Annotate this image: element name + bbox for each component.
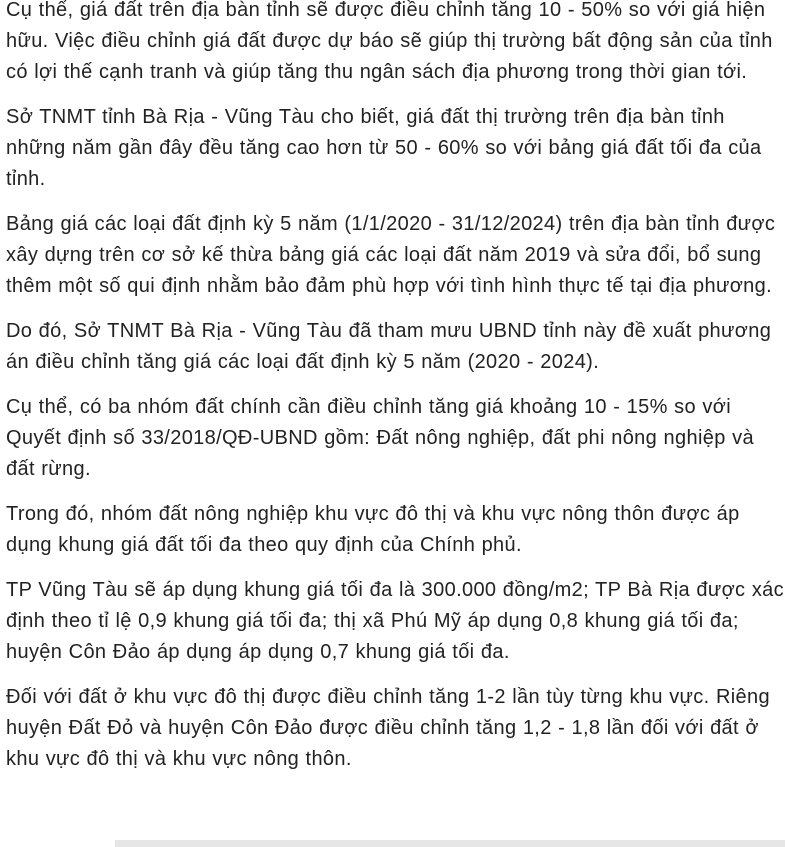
- paragraph-5: Cụ thể, có ba nhóm đất chính cần điều chỉnh tăng giá khoảng 10 - 15% so với Quyết định số 33/2018/QĐ-UBND gồm: Đất nông nghiệp, đất phi nông nghiệp và đất rừng.: [6, 396, 754, 480]
- paragraph-6: Trong đó, nhóm đất nông nghiệp khu vực đô thị và khu vực nông thôn được áp dụng khung giá đất tối đa theo quy định của Chính phủ.: [6, 503, 740, 556]
- paragraph-7: TP Vũng Tàu sẽ áp dụng khung giá tối đa là 300.000 đồng/m2; TP Bà Rịa được xác định theo tỉ lệ 0,9 khung giá tối đa; thị xã Phú Mỹ áp dụng 0,8 khung giá tối đa; huyện Côn Đảo áp dụng áp dụng 0,7 khung giá tối đa.: [6, 579, 784, 663]
- paragraph-8: Đối với đất ở khu vực đô thị được điều chỉnh tăng 1-2 lần tùy từng khu vực. Riêng huyện Đất Đỏ và huyện Côn Đảo được điều chỉnh tăng 1,2 - 1,8 lần đối với đất ở khu vực đô thị và khu vực nông thôn.: [6, 686, 770, 770]
- horizontal-scrollbar[interactable]: [115, 840, 785, 847]
- paragraph-2: Sở TNMT tỉnh Bà Rịa - Vũng Tàu cho biết, giá đất thị trường trên địa bàn tỉnh những năm gần đây đều tăng cao hơn từ 50 - 60% so với bảng giá đất tối đa của tỉnh.: [6, 106, 762, 190]
- paragraph-3: Bảng giá các loại đất định kỳ 5 năm (1/1/2020 - 31/12/2024) trên địa bàn tỉnh được xây dựng trên cơ sở kế thừa bảng giá các loại đất năm 2019 và sửa đổi, bổ sung thêm một số qui định nhằm bảo đảm phù hợp với tình hình thực tế tại địa phương.: [6, 213, 776, 297]
- paragraph-4: Do đó, Sở TNMT Bà Rịa - Vũng Tàu đã tham mưu UBND tỉnh này đề xuất phương án điều chỉnh tăng giá các loại đất định kỳ 5 năm (2020 - 2024).: [6, 320, 772, 373]
- paragraph-1: Cụ thể, giá đất trên địa bàn tỉnh sẽ được điều chỉnh tăng 10 - 50% so với giá hiện hữu. Việc điều chỉnh giá đất được dự báo sẽ giúp thị trường bất động sản của tỉnh có lợi thế cạnh tranh và giúp tăng thu ngân sách địa phương trong thời gian tới.: [6, 0, 773, 83]
